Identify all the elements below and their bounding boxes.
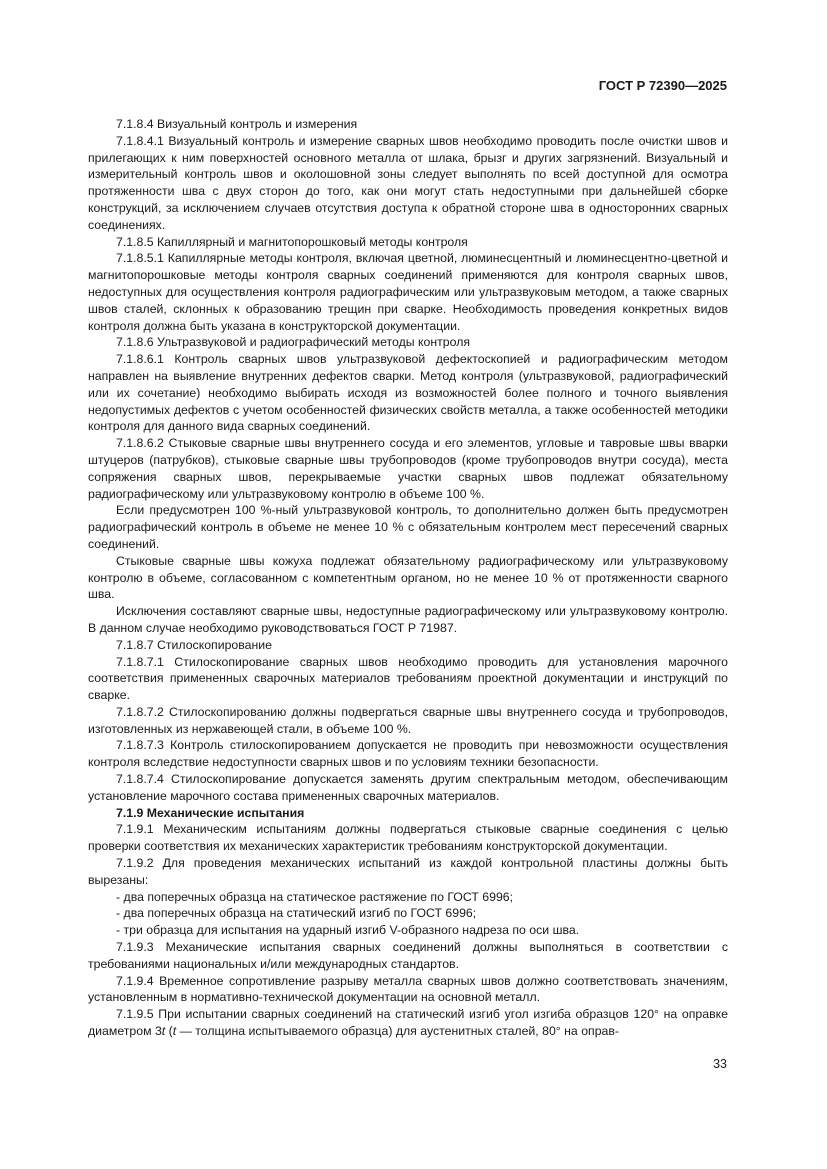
paragraph: [88, 1006, 728, 1040]
paragraph: 7.1.9.3 Механические испытания сварных соединений должны выполняться в соответствии с требованиями национальных и/или международных стандартов.: [88, 940, 728, 971]
paragraph: 7.1.8.7.3 Контроль стилоскопированием допускается не проводить при невозможности осуществления контроля вследствие недоступности сварных швов и по условиям техники безопасности.: [88, 738, 728, 770]
paragraph: Если предусмотрен 100 %-ный ультразвуковой контроль, то дополнительно должен быть предусмотрен радиографический контроль в объеме не менее 10 % с обязательным контролем мест пересечений сварных соединений.: [88, 503, 728, 551]
paragraph: 7.1.9.1 Механическим испытаниям должны подвергаться стыковые сварные соединения с целью проверки соответствия их механических характеристик требованиям конструкторской документации.: [88, 822, 728, 854]
paragraph: 7.1.8.5.1 Капиллярные методы контроля, включая цветной, люминесцентный и люминесцентно-цветной и магнитопорошковые методы контроля сварных соединений применяются для контроля сварных швов, недоступных для осуществления контроля радиографическим или ультразвуковым методом, а также сварных швов сталей, склонных к образованию трещин при сварке. Необходимость проведения конкретных видов контроля должна быть указана в конструкторской документации.: [88, 251, 728, 333]
section-heading: 7.1.8.4 Визуальный контроль и измерения: [116, 117, 358, 131]
list-item: - три образца для испытания на ударный изгиб V-образного надреза по оси шва.: [88, 922, 728, 939]
paragraph: 7.1.8.7.4 Стилоскопирование допускается заменять другим спектральным методом, обеспечивающим установление марочного состава примененных сварочных материалов.: [88, 772, 728, 803]
paragraph: Стыковые сварные швы кожуха подлежат обязательному радиографическому или ультразвуковому контролю в объеме, согласованном с компетентным органом, но не менее 10 % от протяженности сварного шва.: [88, 553, 728, 602]
paragraph: Исключения составляют сварные швы, недоступные радиографическому или ультразвуковому контролю. В данном случае необходимо руководствоваться ГОСТ Р 71987.: [88, 604, 728, 635]
section-heading: 7.1.8.5 Капиллярный и магнитопорошковый методы контроля: [116, 234, 468, 249]
document-body: [88, 116, 728, 1040]
italic-variable: t: [161, 1024, 166, 1039]
paragraph: 7.1.8.6.1 Контроль сварных швов ультразвуковой дефектоскопией и радиографическим методом направлен на выявление внутренних дефектов сварки. Метод контроля (ультразвуковой, радиографический или их сочетание) необходимо выбирать исходя из возможностей более полного и точного выявления недопустимых дефектов с учетом особенностей физических свойств металла, а также особенностей методики контроля для данного вида сварных соединений.: [88, 352, 728, 434]
paragraph: 7.1.8.7.1 Стилоскопирование сварных швов необходимо проводить для установления марочного соответствия примененных сварочных материалов требованиям проектной документации и инструкций по сварке.: [88, 654, 728, 703]
paragraph: 7.1.9.2 Для проведения механических испытаний из каждой контрольной пластины должны быть вырезаны:: [88, 856, 728, 887]
section-heading: 7.1.8.7 Стилоскопирование: [116, 637, 272, 652]
text-run: 7.1.9.5 При испытании сварных соединений на статический изгиб угол изгиба образцов 120° на оправке диаметром 3: [88, 1007, 728, 1039]
text-run: (: [165, 1024, 173, 1039]
paragraph: 7.1.8.7.2 Стилоскопированию должны подвергаться сварные швы внутреннего сосуда и трубопроводов, изготовленных из нержавеющей стали, в объеме 100 %.: [88, 704, 728, 736]
section-heading-bold: 7.1.9 Механические испытания: [116, 805, 305, 820]
page-number: 33: [713, 1057, 727, 1071]
paragraph: 7.1.8.6.2 Стыковые сварные швы внутреннего сосуда и его элементов, угловые и тавровые швы вварки штуцеров (патрубков), стыковые сварные швы трубопроводов (кроме трубопроводов внутри сосуда), места сопряжения сварных швов, перекрываемые участки сварных швов подлежат обязательному радиографическому или ультразвуковому контролю в объеме 100 %.: [88, 436, 728, 501]
section-heading: 7.1.8.6 Ультразвуковой и радиографический методы контроля: [116, 335, 471, 350]
text-run: — толщина испытываемого образца) для аустенитных сталей, 80° на оправ-: [176, 1024, 619, 1039]
list-item: - два поперечных образца на статический изгиб по ГОСТ 6996;: [88, 905, 728, 922]
paragraph: 7.1.8.4.1 Визуальный контроль и измерение сварных швов необходимо проводить после очистки швов и прилегающих к ним поверхностей основного металла от шлака, брызг и других загрязнений. Визуальный и измерительный контроль швов и околошовной зоны следует выполнять по всей доступной для осмотра протяженности шва с двух сторон до того, как они могут стать недоступными при дальнейшей сборке конструкций, за исключением случаев отсутствия доступа к обратной стороне шва в односторонних сварных соединениях.: [88, 133, 728, 232]
paragraph: 7.1.9.4 Временное сопротивление разрыву металла сварных швов должно соответствовать значениям, установленным в нормативно-технической документации на основной металл.: [88, 973, 728, 1005]
list-item: - два поперечных образца на статическое растяжение по ГОСТ 6996;: [88, 889, 728, 906]
document-standard-header: ГОСТ Р 72390—2025: [598, 78, 727, 93]
italic-variable: t: [172, 1024, 177, 1039]
